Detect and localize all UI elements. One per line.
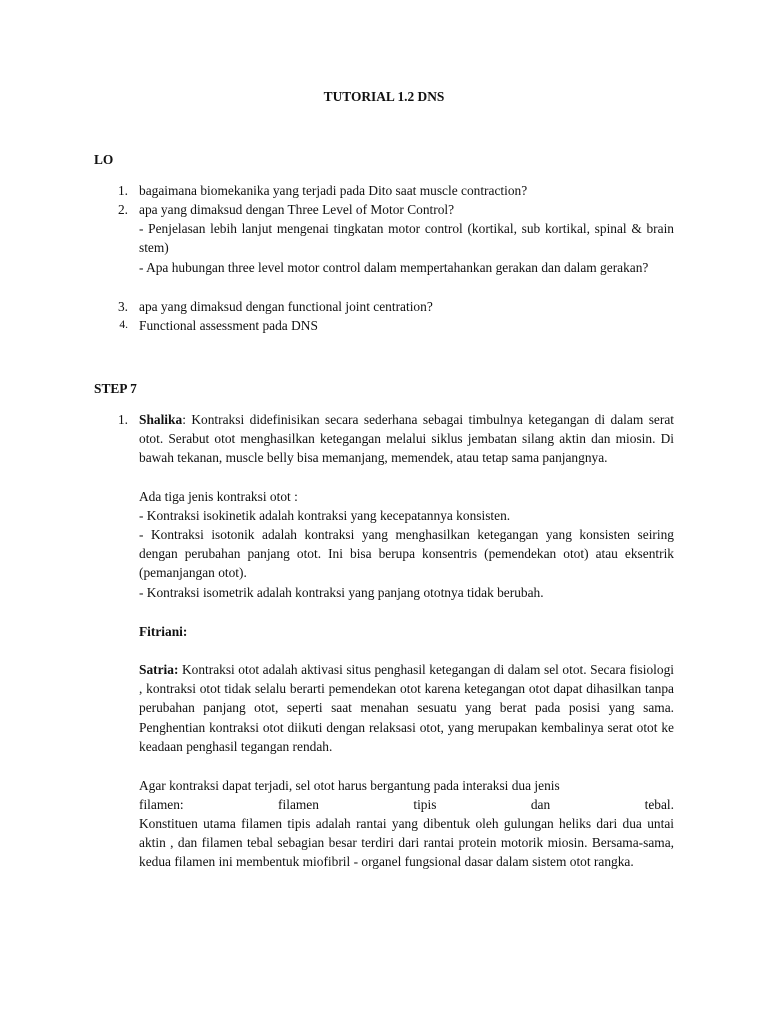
fitriani-label (139, 622, 674, 641)
shalika-paragraph (139, 410, 674, 468)
list-number: 1. (117, 412, 128, 427)
page-title: TUTORIAL 1.2 DNS (323, 89, 445, 104)
list-item-text: bagaimana biomekanika yang terjadi pada Dito saat muscle contraction? (139, 183, 528, 198)
list-item-text: Functional assessment pada DNS (139, 318, 318, 333)
shalika-paragraph: - Kontraksi isotonik adalah kontraksi yang menghasilkan ketegangan yang konsisten seiring dengan perubahan panjang otot. Ini bisa berupa konsentris (pemendekan otot) atau eksentrik (pemanjangan otot). (139, 527, 674, 581)
list-item-text: apa yang dimaksud dengan functional joint centration? (139, 299, 433, 314)
list-number: 3. (117, 299, 128, 314)
author-name: Satria: (139, 662, 179, 677)
satria-paragraph: Agar kontraksi dapat terjadi, sel otot harus bergantung pada interaksi dua jenis (139, 778, 560, 793)
step7-heading: STEP 7 (94, 381, 137, 396)
paragraph-text: Kontraksi otot adalah aktivasi situs penghasil ketegangan di dalam sel otot. Secara fisiologi , kontraksi otot tidak selalu berarti pemendekan otot karena ketegangan otot dapat dihasilkan tanpa perubahan panjang otot, seperti saat menahan sesuatu yang berat pada posisi yang sama. Penghentian kontraksi otot diikuti dengan relaksasi otot, yang merupakan kembalinya serat otot ke keadaan penghasil tegangan rendah. (139, 662, 674, 754)
shalika-paragraph: Ada tiga jenis kontraksi otot : (139, 489, 298, 504)
lo-sub-item: - Apa hubungan three level motor control dalam mempertahankan gerakan dan dalam gerakan? (139, 260, 649, 275)
shalika-paragraph: - Kontraksi isokinetik adalah kontraksi yang kecepatannya konsisten. (139, 508, 511, 523)
paragraph-text: : Kontraksi didefinisikan secara sederhana sebagai timbulnya ketegangan di dalam serat otot. Serabut otot menghasilkan ketegangan melalui siklus jembatan silang aktin dan miosin. Di bawah tekanan, muscle belly bisa memanjang, memendek, atau tetap sama panjangnya. (139, 412, 674, 466)
satria-paragraph (139, 660, 674, 756)
lo-heading: LO (94, 152, 114, 167)
author-name: Fitriani: (139, 624, 188, 639)
satria-paragraph: Konstituen utama filamen tipis adalah rantai yang dibentuk oleh gulungan heliks dari dua untai aktin , dan filamen tebal sebagian besar terdiri dari rantai protein motorik miosin. Bersama-sama, kedua filamen ini membentuk miofibril - organel fungsional dasar dalam sistem otot rangka. (139, 816, 674, 870)
list-number: 4. (119, 319, 128, 331)
list-number: 1. (117, 183, 128, 198)
author-name: Shalika (139, 412, 183, 427)
lo-sub-item: - Penjelasan lebih lanjut mengenai tingkatan motor control (kortikal, sub kortikal, spinal & brain stem) (139, 221, 674, 256)
satria-paragraph: filamen: filamen tipis dan tebal. (139, 797, 674, 812)
list-item-text: apa yang dimaksud dengan Three Level of Motor Control? (139, 202, 455, 217)
list-number: 2. (117, 202, 128, 217)
shalika-paragraph: - Kontraksi isometrik adalah kontraksi yang panjang ototnya tidak berubah. (139, 585, 544, 600)
